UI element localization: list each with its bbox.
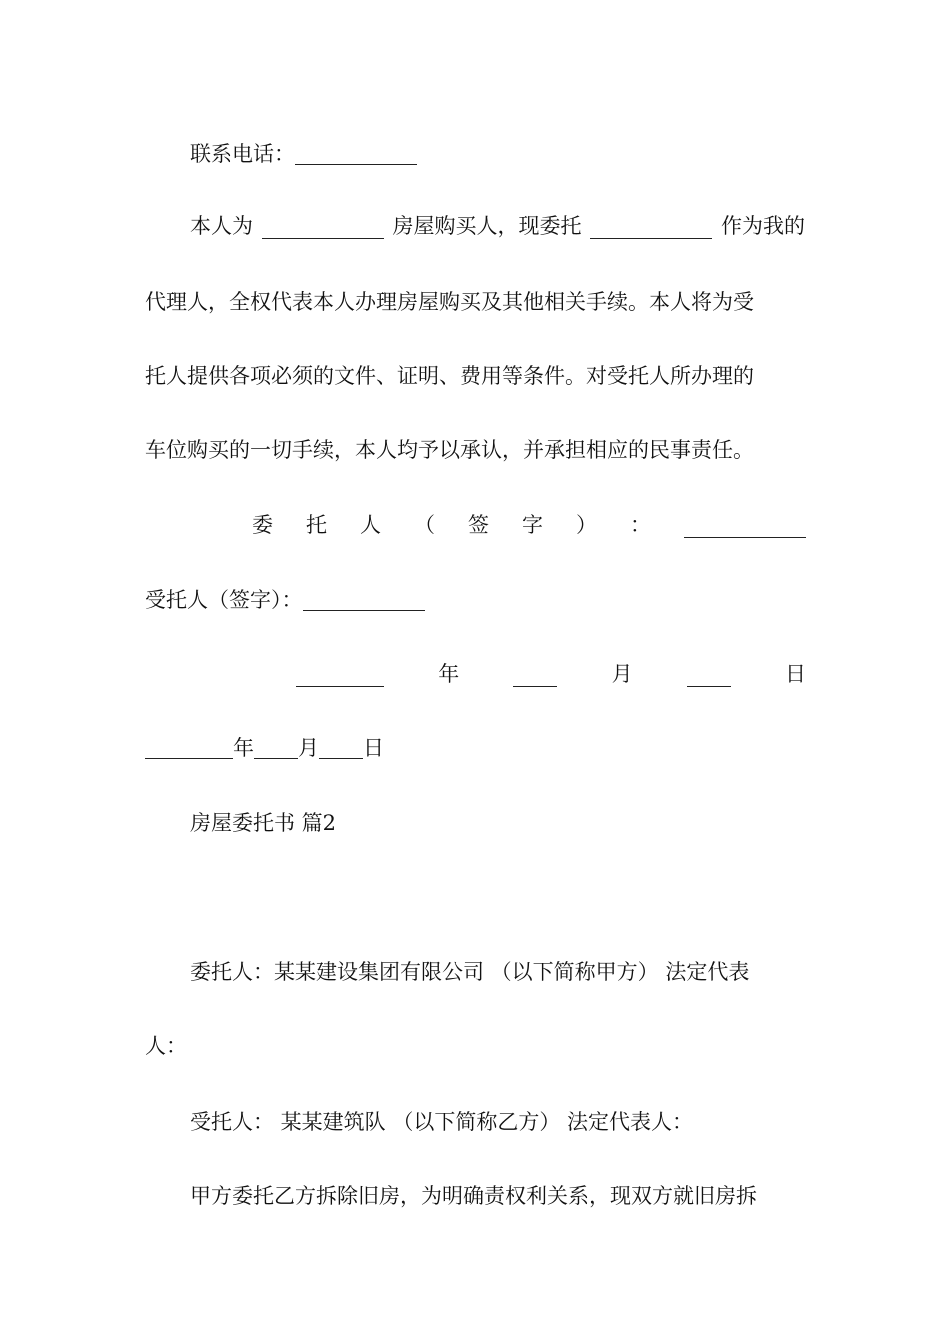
day-blank xyxy=(687,662,731,687)
day-label: 日 xyxy=(363,736,384,760)
day-label: 日 xyxy=(784,662,806,686)
year-blank xyxy=(296,662,384,687)
principal-sig-char: 人 xyxy=(360,513,381,537)
principal-sig-char: 托 xyxy=(306,513,327,537)
year-blank xyxy=(145,734,233,759)
month-label: 月 xyxy=(611,662,633,686)
principal-sig-char: ） xyxy=(576,513,597,537)
principal-signature-blank xyxy=(684,513,806,538)
principal-sig-char: 字 xyxy=(522,513,543,537)
paragraph1-line3: 托人提供各项必须的文件、证明、费用等条件。对受托人所办理的 xyxy=(145,364,754,388)
agent-name-blank xyxy=(590,214,712,239)
year-label: 年 xyxy=(438,662,460,686)
section2-body-line1: 甲方委托乙方拆除旧房，为明确责权利关系，现双方就旧房拆 xyxy=(190,1184,757,1208)
section2-title: 房屋委托书 篇2 xyxy=(190,811,337,835)
paragraph1-line1-part2: 房屋购买人，现委托 xyxy=(392,214,582,238)
agent-signature-label: 受托人（签字）： xyxy=(145,588,303,612)
principal-signature-line xyxy=(252,505,806,545)
contact-phone-line xyxy=(190,134,805,174)
principal-sig-char: （ xyxy=(414,513,435,537)
contact-phone-blank xyxy=(295,140,417,165)
agent-signature-blank xyxy=(303,586,425,611)
principal-sig-char: 委 xyxy=(252,513,273,537)
paragraph1-line1-part3: 作为我的 xyxy=(721,214,805,238)
agent-signature-line xyxy=(145,580,805,620)
paragraph1-line1-part1: 本人为 xyxy=(190,214,253,238)
principal-sig-char: 签 xyxy=(468,513,489,537)
month-blank xyxy=(254,734,298,759)
section2-principal-line2: 人： xyxy=(145,1034,187,1058)
year-label: 年 xyxy=(233,736,254,760)
date-line-compact xyxy=(145,728,805,768)
buyer-name-blank xyxy=(262,214,384,239)
paragraph1-line1 xyxy=(190,206,805,246)
month-blank xyxy=(513,662,557,687)
paragraph1-line4: 车位购买的一切手续，本人均予以承认，并承担相应的民事责任。 xyxy=(145,438,754,462)
principal-sig-char: ： xyxy=(630,513,651,537)
date-line-spread xyxy=(296,654,806,694)
contact-phone-label: 联系电话： xyxy=(190,142,295,166)
section2-principal-line1: 委托人：某某建设集团有限公司 （以下简称甲方） 法定代表 xyxy=(190,960,750,984)
day-blank xyxy=(319,734,363,759)
month-label: 月 xyxy=(298,736,319,760)
section2-agent-line: 受托人： 某某建筑队 （以下简称乙方） 法定代表人： xyxy=(190,1110,694,1134)
paragraph1-line2: 代理人，全权代表本人办理房屋购买及其他相关手续。本人将为受 xyxy=(145,290,754,314)
